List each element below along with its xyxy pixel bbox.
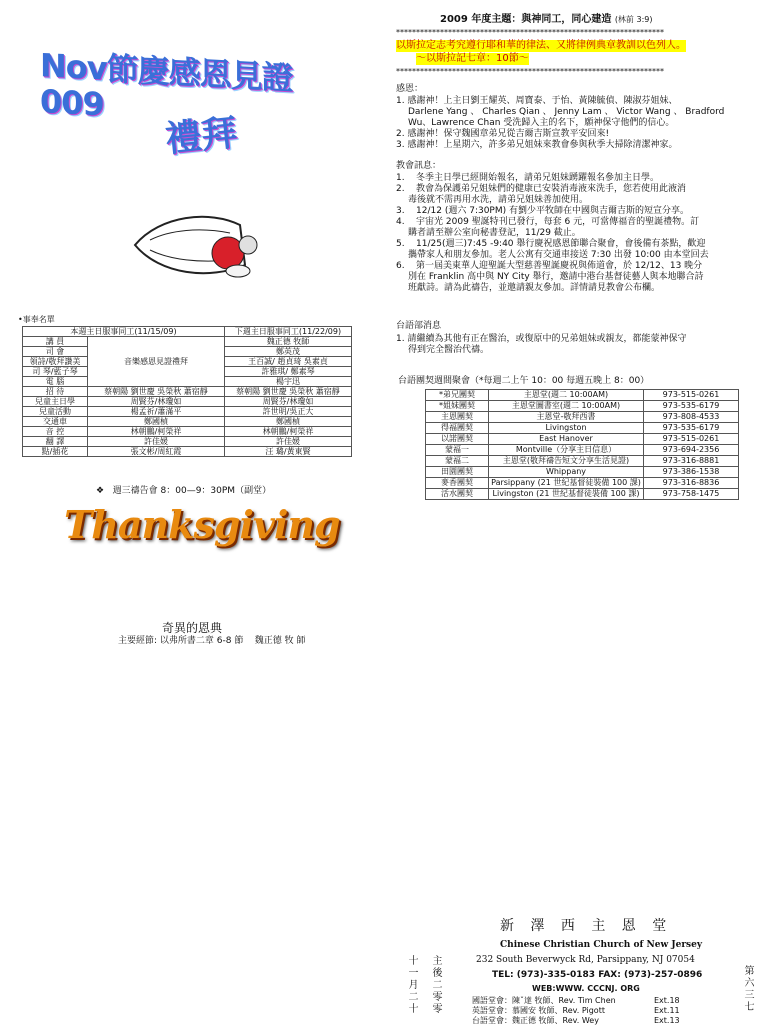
table-row: 交通車 鄭國楨 鄭國楨 bbox=[23, 417, 352, 427]
church-name-en: Chinese Christian Church of New Jersey bbox=[500, 940, 703, 950]
news-item: 4. 宇宙光 2009 聖誕特刊已發行，每套 6 元，可當傳福音的聖誕禮物。訂 購者請至辦公室向秘書登記，11/29 截止。 bbox=[396, 217, 700, 238]
table-row: 田園團契 Whippany 973-386-1538 bbox=[426, 467, 739, 478]
table-row: 司 會 鄭英茂 bbox=[23, 347, 352, 357]
table-row: 蒙福二 主恩堂(敬拜禱告短文分享生活見證) 973-316-8881 bbox=[426, 456, 739, 467]
sermon-title: 奇異的恩典 bbox=[162, 621, 223, 635]
table-row: 以諾團契 East Hanover 973-515-0261 bbox=[426, 434, 739, 445]
church-phone: TEL: (973)-335-0183 FAX: (973)-257-0896 bbox=[492, 970, 703, 980]
table-row: *弟兄團契 主恩堂(週二 10:00AM) 973-515-0261 bbox=[426, 390, 739, 401]
staff-row: 英語堂會：慕國安 牧師、Rev. Pigott Ext.11 bbox=[472, 1006, 680, 1015]
table-row: 音 控 林朝鵬/柯榮祥 林朝鵬/柯榮祥 bbox=[23, 427, 352, 437]
star-divider: ******************************************************************* bbox=[396, 28, 664, 37]
table-row: 點/插花 張文彬/周紅霞 汪 璐/黃東賢 bbox=[23, 447, 352, 457]
news-item: 3. 12/12 (週六 7:30PM) 有劉少平牧師在中國與吉爾吉斯的短宣分享。 bbox=[396, 206, 689, 216]
news-item: 1. 冬季主日學已經開始報名，請弟兄姐妹踴躍報名參加主日學。 bbox=[396, 173, 660, 183]
church-address: 232 South Beverwyck Rd, Parsippany, NJ 07054 bbox=[476, 955, 695, 965]
table-row: *姐妹團契 主恩堂圖書室(週二 10:00AM) 973-535-6179 bbox=[426, 401, 739, 412]
cornucopia-image bbox=[130, 205, 260, 285]
date-vertical-1: 十一月二十 bbox=[406, 955, 417, 1015]
fellowship-table bbox=[425, 389, 739, 500]
news-item: 2. 教會為保護弟兄姐妹們的健康已安裝消毒液來洗手，您若使用此液消 毒後就不需再用水洗，請弟兄姐妹善加使用。 bbox=[396, 184, 687, 205]
duty-roster-table bbox=[22, 326, 352, 457]
staff-row: 台語堂會：魏正德 牧師、Rev. Wey Ext.13 bbox=[472, 1016, 680, 1025]
table-row: 蒙福一 Montville（分享主日信息） 973-694-2356 bbox=[426, 445, 739, 456]
thanks-item: 1. 感謝神！上主日劉王耀英、周寶泰、于怡、黃陳毓偵、陳淑芬姐妹、 bbox=[396, 96, 678, 106]
thanks-item: Darlene Yang 、 Charles Qian 、 Jenny Lam 、 Victor Wang 、 Bradford bbox=[408, 107, 725, 117]
church-name-cn: 新 澤 西 主 恩 堂 bbox=[500, 918, 673, 934]
table-row: 電 腦 楊宇迅 bbox=[23, 377, 352, 387]
bulletin-title-line2: 禮拜 bbox=[163, 112, 240, 161]
news-item: 6. 第一屆美東華人迎聖誕大型慈善聖誕慶祝與佈道會，於 12/12、13 晚分 別在 Franklin 高中與 NY City 舉行，邀請中港台基督徒藝人與本地聯合詩 班獻詩。請為此禱告，並邀請親友參加。詳情請見教會公布欄。 bbox=[396, 261, 704, 293]
taiyu-item: 1. 請繼續為其他有正在醫治，或復原中的兄弟姐妹或親友，都能蒙神保守 得到完全醫治代禱。 bbox=[396, 334, 687, 355]
issue-number-vertical: 第六三七 bbox=[742, 965, 753, 1013]
table-row: 司 琴/藍子琴 許雅琪/ 鄭素琴 bbox=[23, 367, 352, 377]
thanksgiving-banner: Thanksgiving bbox=[64, 502, 340, 547]
table-row: 主恩團契 主恩堂-敬拜西書 973-808-4533 bbox=[426, 412, 739, 423]
annual-theme: 2009 年度主題：與神同工，同心建造 (林前 3:9) bbox=[440, 14, 653, 25]
sermon-scripture: 主要經節: 以弗所書二章 6-8 節 魏正德 牧 師 bbox=[118, 636, 306, 646]
thanks-item: 2. 感謝神！保守魏國章弟兄從吉爾吉斯宣教平安回來! bbox=[396, 129, 610, 139]
table-row: 本週主日服事同工(11/15/09) 下週主日服事同工(11/22/09) bbox=[23, 327, 352, 337]
table-row: 翻 譯 許佳媛 許佳媛 bbox=[23, 437, 352, 447]
news-list bbox=[396, 173, 761, 294]
fellowship-heading: 台語團契週間聚會（*每週二上午 10：00 每週五晚上 8：00） bbox=[398, 376, 650, 386]
prayer-meeting: ❖ 週三禱告會 8：00—9：30PM（副堂） bbox=[96, 486, 272, 496]
table-row: 活水團契 Livingston (21 世紀基督徒裝備 100 課) 973-758-1475 bbox=[426, 489, 739, 500]
star-divider-2: ******************************************************************* bbox=[396, 67, 664, 76]
thanks-list bbox=[396, 96, 761, 151]
news-item: 5. 11/25(週三)7:45 -9:40 舉行慶祝感恩節聯合聚會，會後備有茶點，歡迎 攜帶家人和朋友參加。老人公寓有交通車接送 7:30 出發 10:00 由本堂回去 bbox=[396, 239, 709, 260]
thanks-heading: 感恩： bbox=[396, 84, 424, 94]
table-row: 兒童主日學 周賢芬/林瓊如 周賢芬/林瓊如 bbox=[23, 397, 352, 407]
verse-line1: 以斯拉定志考究遵行耶和華的律法、又將律例典章教訓以色列人。 bbox=[396, 40, 686, 51]
verse-reference: ～以斯拉記七章：10節～ bbox=[416, 53, 529, 64]
table-row: 招 待 蔡朝陽 劉世慶 吳榮秋 蕭宿靜 蔡朝陽 劉世慶 吳榮秋 蕭宿靜 bbox=[23, 387, 352, 397]
duty-label: •事奉名單 bbox=[18, 315, 55, 324]
staff-row: 國語堂會：陳ˇ達 牧師、Rev. Tim Chen Ext.18 bbox=[472, 996, 680, 1005]
thanks-item: Wu、Lawrence Chan 受洗歸入主的名下，願神保守他們的信心。 bbox=[408, 118, 675, 128]
bulletin-title: Nov節慶感恩見證009 bbox=[40, 46, 293, 124]
table-row: 講 員 音樂感恩見證禮拜 魏正德 牧師 bbox=[23, 337, 352, 347]
table-row: 得福團契 Livingston 973-535-6179 bbox=[426, 423, 739, 434]
table-row: 麥香團契 Parsippany (21 世紀基督徒裝備 100 課) 973-316-8836 bbox=[426, 478, 739, 489]
church-website: WEB:WWW. CCCNJ. ORG bbox=[532, 984, 640, 993]
thanks-item: 3. 感謝神！上星期六，許多弟兄姐妹來教會參與秋季大掃除清潔神家。 bbox=[396, 140, 678, 150]
taiyu-heading: 台語部消息 bbox=[396, 321, 442, 331]
table-row: 兒童活動 楊孟祈/蕭滿平 許世明/吳正大 bbox=[23, 407, 352, 417]
church-staff bbox=[472, 996, 732, 1026]
news-heading: 教會訊息： bbox=[396, 161, 442, 171]
table-row: 領詩/敬拜讚美 王百誠/ 趙貞琦 吳素貞 bbox=[23, 357, 352, 367]
date-vertical-2: 主後二零零 bbox=[430, 955, 441, 1015]
